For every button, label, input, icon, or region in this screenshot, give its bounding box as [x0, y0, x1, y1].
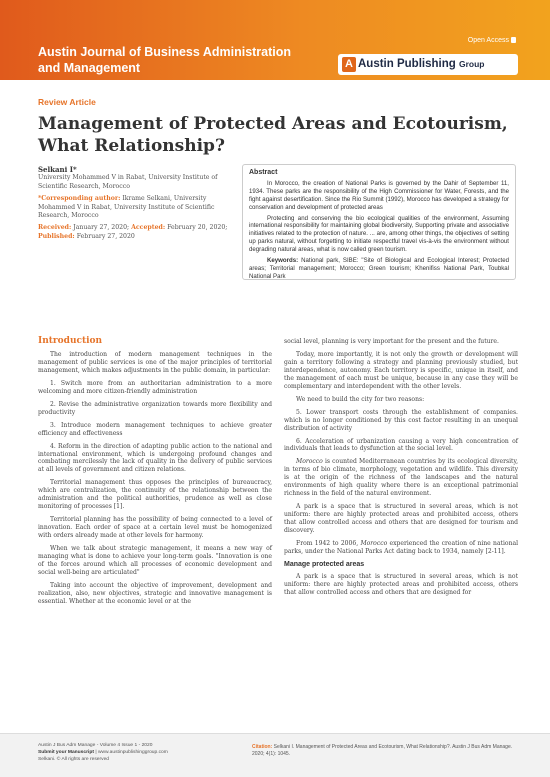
body-paragraph: A park is a space that is structured in several areas, which is not uniform: there are highly protected areas and prohibited access, others that allow controlled access and others that are designed for tourism and discovery.	[284, 503, 518, 535]
corresponding-author: *Corresponding author: Ikrame Selkani, University Mohammed V in Rabat, University Institute of Scientific Research, Morocco	[38, 195, 215, 220]
body-paragraph: 4. Reform in the direction of adapting public action to the national and international environment, which is undergoing profound changes and combating mercilessly the lack of quality in the delivery of public services at all levels of government and citizen relations.	[38, 442, 272, 474]
submit-manuscript-link[interactable]: Submit your Manuscript	[38, 750, 94, 755]
section-heading: Manage protected areas	[284, 560, 365, 568]
body-paragraph: When we talk about strategic management, it means a new way of managing what is done to achieve your long-term goals. "Innovation is one of the forces around which all processes of economic development and social well-being are articulated"	[38, 545, 272, 576]
publisher-site-link[interactable]: | www.austinpublishinggroup.com	[93, 750, 168, 755]
body-paragraph: From 1942 to 2006, Morocco experienced the creation of nine national parks, under the National Parks Act dating back to 1934, namely [2-11].	[284, 540, 518, 555]
body-paragraph: 3. Introduce modern management techniques to achieve greater efficiency and effectiveness	[38, 421, 272, 437]
lock-icon	[511, 37, 516, 43]
article-dates: Received: January 27, 2020; Accepted: February 20, 2020; Published: February 27, 2020	[38, 224, 228, 240]
body-paragraph: 2. Revise the administrative organization towards more flexibility and productivity	[38, 400, 272, 416]
author-info	[38, 166, 228, 241]
article-type: Review Article	[38, 97, 96, 107]
abstract-paragraph: In Morocco, the creation of National Parks is governed by the Dahir of September 11, 1934. These parks are the responsibility of the High Commissioner for Water, Forests, and the fight against desertification. Since the Rio Summit (1992), Morocco has developed a strategy for conservation and development of protected areas	[249, 179, 509, 211]
body-paragraph: Territorial management thus opposes the principles of bureaucracy, which are centralization, the continuity of the relationship between the administration and the political authorities, prudence as well as close monitoring of processes [1].	[38, 479, 272, 511]
body-paragraph: social level, planning is very important for the present and the future.	[284, 338, 499, 345]
body-paragraph: A park is a space that is structured in several areas, which is not uniform: there are highly protected areas and prohibited access, others that allow controlled access and others that are designed for	[284, 572, 518, 596]
body-paragraph: The introduction of modern management techniques in the management of public services is one of the major principles of territorial management, which makes adjustments in the public domain, in particular:	[38, 351, 272, 374]
page-footer	[0, 733, 550, 777]
body-paragraph: Taking into account the objective of improvement, development and realization, also, new objectives, strategic and innovative management is essential. Whether at the economic level or at the	[38, 581, 272, 605]
publisher-logo-icon: A	[342, 57, 356, 72]
abstract-heading: Abstract	[249, 169, 278, 176]
publisher-name: Austin Publishing	[358, 58, 456, 70]
open-access-label: Open Access	[468, 37, 516, 44]
footer-journal-info: Austin J Bus Adm Manage - Volume 4 Issue 1 - 2020 Submit your Manuscript | www.austinpublishinggroup.com Selkani. © All rights are reserved	[38, 743, 168, 762]
journal-name: Austin Journal of Business Administration and Management	[38, 45, 292, 75]
author-name: Selkani I*	[38, 165, 77, 174]
body-left-column	[38, 351, 272, 611]
body-paragraph: 1. Switch more from an authoritarian administration to a more welcoming and more citizen-friendly administration	[38, 379, 272, 395]
body-paragraph: Today, more importantly, it is not only the growth or development will gain a territory following a strategy and planning previously studied, but interdependence, autonomy. Each territory is specific, unique in itself, and the management of each must be unique, because in any case they will be complementary and interdependent with the other levels.	[284, 350, 518, 390]
article-title: Management of Protected Areas and Ecotourism, What Relationship?	[38, 114, 508, 156]
abstract-box	[242, 164, 516, 280]
body-paragraph: Morocco is counted Mediterranean countries by its ecological diversity, in terms of bio climate, morphology, vegetation and wildlife. This diversity is at the origin of the richness of the landscapes and the natural environments of high quality where there is an exceptional patrimonial richness in the field of the natural environment.	[284, 458, 518, 498]
body-paragraph: We need to build the city for two reasons:	[296, 395, 425, 403]
author-affiliation: University Mohammed V in Rabat, University Institute of Scientific Research, Morocco	[38, 174, 218, 190]
journal-banner	[0, 0, 550, 80]
body-paragraph: Territorial planning has the possibility of being connected to a level of innovation. Each order of space at a certain level must be homogenized with orders already made at other levels for harmony.	[38, 516, 272, 540]
abstract-paragraph: Protecting and conserving the bio ecological qualities of the environment, Assuming international responsibility for maintaining global biodiversity, Supporting private and associative initiatives related to the protection of nature. ... are, among other things, the objectives of setting up parks natural, without forgetting to initiate respectful travel vis-à-vis the environment without degrading natural areas, what is now called green tourism.	[249, 214, 509, 254]
body-paragraph: 6. Acceleration of urbanization causing a very high concentration of individuals that leads to dysfunction at the social level.	[284, 437, 518, 453]
footer-citation: Citation: Selkani I. Management of Protected Areas and Ecotourism, What Relationship?. Austin J Bus Adm Manage. 2020; 4(1): 1045.	[252, 744, 513, 757]
body-paragraph: 5. Lower transport costs through the establishment of companies. which is no longer conditioned by this cost factor resulting in an unequal distribution of activity	[284, 408, 518, 432]
publisher-logo	[338, 54, 518, 75]
introduction-heading: Introduction	[38, 336, 103, 346]
publisher-suffix: Group	[458, 59, 485, 69]
keywords: Keywords: National park, SIBE: "Site of Biological and Ecological Interest; Protected areas; Territorial management; Morocco; Green tourism; Khenifiss National Park, Toubkal National Park	[249, 257, 509, 280]
body-right-column	[284, 338, 518, 602]
